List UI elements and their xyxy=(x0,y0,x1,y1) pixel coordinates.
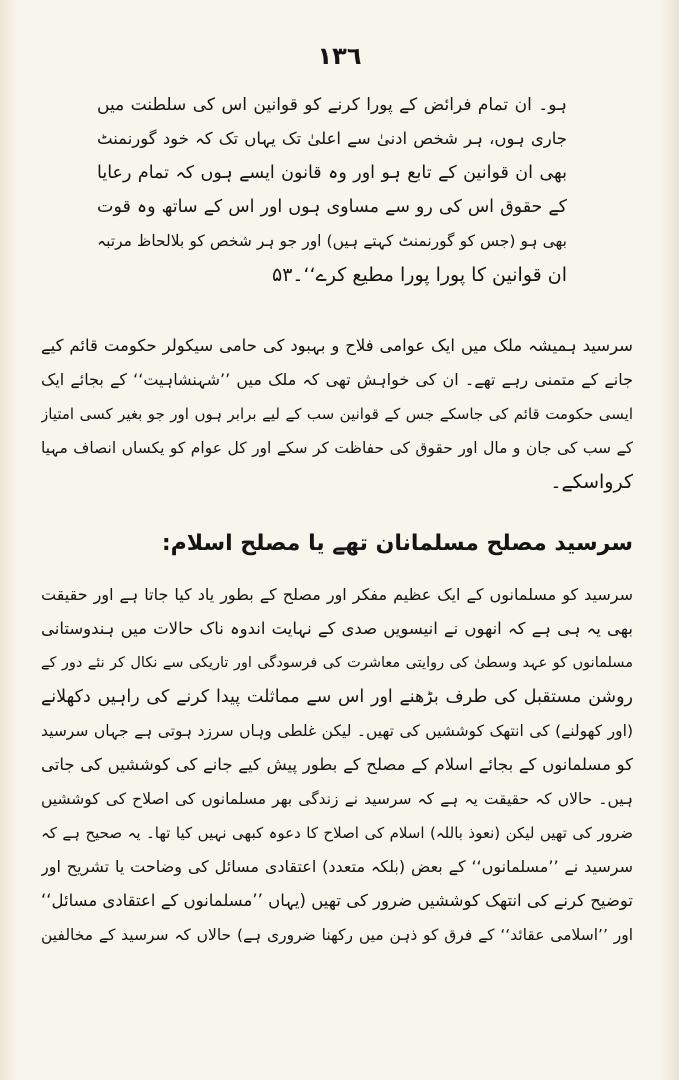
paragraph-1 xyxy=(41,329,633,499)
section-heading: سرسید مصلح مسلمانان تھے یا مصلح اسلام: xyxy=(161,531,633,556)
paragraph-line: کے سب کی جان و مال اور حقوق کی حفاظت کر سکے اور کل عوام کو یکساں انصاف مہیا xyxy=(41,439,633,457)
paragraph-line: مسلمانوں کو عہد وسطیٰ کی روایتی معاشرت کی فرسودگی اور تاریکی سے نکال کر نئے دور کے xyxy=(41,655,633,671)
paragraph-line: جانے کے متمنی رہے تھے۔ ان کی خواہش تھی کہ ملک میں ’’شہنشاہیت‘‘ کے بجائے ایک xyxy=(41,370,633,389)
paragraph-2 xyxy=(41,578,633,952)
paragraph-line: ہیں۔ حالاں کہ حقیقت یہ ہے کہ سرسید نے زندگی بھر مسلمانوں کی اصلاح کی کوششیں xyxy=(41,790,633,808)
paragraph-line: ضرور کی تھیں لیکن (نعوذ باللہ) اسلام کی اصلاح کا دعوہ کبھی نہیں کیا تھا۔ یہ صحیح ہے کہ xyxy=(41,824,633,842)
paragraph-line: ایسی حکومت قائم کی جاسکے جس کے قوانین سب کے لیے برابر ہوں اور جو بغیر کسی امتیاز xyxy=(41,405,633,423)
quote-line: بھی ان قوانین کے تابع ہو اور وہ قانون ایسے ہوں کہ تمام رعایا xyxy=(97,163,567,183)
paragraph-line: روشن مستقبل کی طرف بڑھنے اور اس سے مماثلت پیدا کرنے کی راہیں دکھلانے xyxy=(41,687,633,707)
paragraph-line: بھی یہ ہی ہے کہ انھوں نے انیسویں صدی کے نہایت اندوہ ناک حالات میں ہندوستانی xyxy=(41,619,633,638)
paragraph-line: سرسید کو مسلمانوں کے ایک عظیم مفکر اور مصلح کے بطور یاد کیا جاتا ہے اور حقیقت xyxy=(41,585,633,604)
paragraph-line: کو مسلمانوں کے بجائے اسلام کے مصلح کے بطور پیش کیے جانے کی کوششیں کی جاتی xyxy=(41,755,633,774)
quote-block xyxy=(97,88,567,292)
paragraph-line: کرواسکے۔ xyxy=(550,471,633,493)
paragraph-line: توضیح کرنے کی انتھک کوششیں ضرور کی تھیں (یہاں ’’مسلمانوں کے اعتقادی مسائل‘‘ xyxy=(41,891,633,910)
quote-line: ہو۔ ان تمام فرائض کے پورا کرنے کو قوانین اس کی سلطنت میں xyxy=(97,95,567,115)
quote-line: بھی ہو (جس کو گورنمنٹ کہتے ہیں) اور جو ہر شخص کو بلالحاظ مرتبہ xyxy=(97,232,567,250)
paragraph-line: سرسید ہمیشہ ملک میں ایک عوامی فلاح و بہبود کی حامی سیکولر حکومت قائم کیے xyxy=(41,336,633,355)
quote-line: کے حقوق اس کی رو سے مساوی ہوں اور اس کے ساتھ وہ قوت xyxy=(97,197,567,217)
paragraph-line: سرسید نے ’’مسلمانوں‘‘ کے بعض (بلکہ متعدد) اعتقادی مسائل کی وضاحت یا تشریح اور xyxy=(41,857,633,876)
paragraph-line: (اور کھولنے) کی انتھک کوششیں کی تھیں۔ لیکن غلطی وہاں سرزد ہوتی ہے جہاں سرسید xyxy=(41,722,633,740)
page-number: ١٣٦ xyxy=(317,42,362,70)
quote-line: ان قوانین کا پورا پورا مطیع کرے‘‘۔۵۳ xyxy=(272,264,567,286)
paragraph-line: اور ’’اسلامی عقائد‘‘ کے فرق کو ذہن میں رکھنا ضروری ہے) حالاں کہ سرسید کے مخالفین xyxy=(41,926,633,944)
quote-line: جاری ہوں، ہر شخص ادنیٰ سے اعلیٰ تک یہاں تک کہ خود گورنمنٹ xyxy=(97,129,567,148)
